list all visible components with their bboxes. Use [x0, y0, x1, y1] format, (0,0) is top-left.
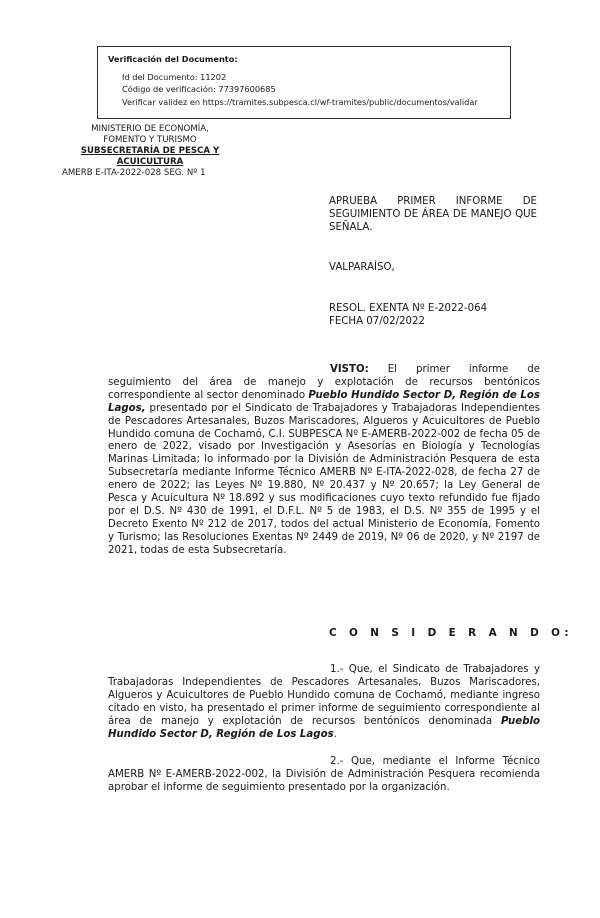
p1-text: 1.- Que, el Sindicato de Trabajadores y Trabajadoras Independientes de Pescadores Artesanales, Buzos Mariscadores, Algueros y Acuicultores de Pueblo Hundido comuna de Cochamó, mediante ingreso citado en visto, ha presentado el primer informe de seguimiento correspondiente al área de manejo y explotación de recursos bentónicos denominada [108, 664, 540, 727]
visto-area-name: Pueblo Hundido Sector D, Región de Los Lagos, [108, 389, 540, 414]
ministry-line-1: MINISTERIO DE ECONOMÍA, [91, 124, 209, 134]
resolution-subject: APRUEBA PRIMER INFORME DE SEGUIMIENTO DE ÁREA DE MANEJO QUE SEÑALA. [329, 196, 537, 233]
p1-area-name: Pueblo Hundido Sector D, Región de Los Lagos [108, 715, 540, 740]
verification-list [108, 71, 500, 109]
verification-title: Verificación del Documento: [108, 54, 238, 64]
considerando-paragraph-1 [108, 664, 540, 741]
subsecretaria-line-1: SUBSECRETARÍA DE PESCA Y [80, 146, 220, 156]
resolution-info [329, 303, 537, 329]
verification-box [97, 46, 511, 119]
city: VALPARAÍSO, [329, 262, 395, 273]
document-code: AMERB E-ITA-2022-028 SEG. Nº 1 [62, 168, 206, 178]
considerando-heading: C O N S I D E R A N D O: [329, 627, 573, 639]
visto-text-a: El primer informe de seguimiento del área de manejo y explotación de recursos bentónicos correspondiente al sector denominado [108, 364, 540, 401]
verification-url[interactable]: • Verificar validez en https://tramites.subpesca.cl/wf-tramites/public/documentos/validar [122, 96, 500, 109]
visto-text-b: presentado por el Sindicato de Trabajadores y Trabajadoras Independientes de Pescadores Artesanales, Buzos Mariscadores, Algueros y Acuicultores de Pueblo Hundido comuna de Cochamó, C.I. SUBPESCA Nº E-AMERB-2022-002 de fecha 05 de enero de 2022, visado por Investigación y Asesorías en Biología y Tecnologías Marinas Limitada; lo informado por la División de Administración Pesquera de esta Subsecretaría mediante Informe Técnico AMERB Nº E-ITA-2022-028, de fecha 27 de enero de 2022; las Leyes Nº 19.880, Nº 20.437 y Nº 20.657; la Ley General de Pesca y Acuicultura Nº 18.892 y sus modificaciones cuyo texto refundido fue fijado por el D.S. Nº 430 de 1991, el D.F.L. Nº 5 de 1983, el D.S. Nº 355 de 1995 y el Decreto Exento Nº 212 de 2017, todos del actual Ministerio de Economía, Fomento y Turismo; las Resoluciones Exentas Nº 2449 de 2019, Nº 06 de 2020, y Nº 2197 de 2021, todas de esta Subsecretaría. [108, 402, 540, 556]
p1-end: . [333, 728, 337, 740]
visto-paragraph [108, 364, 540, 558]
document-id: • Id del Documento: 11202 [122, 71, 500, 84]
ministry-header [50, 124, 250, 179]
verification-code: • Código de verificación: 77397600685 [122, 83, 500, 96]
subsecretaria-line-2: ACUICULTURA [116, 157, 184, 167]
resolution-number: RESOL. EXENTA Nº E-2022-064 [329, 303, 488, 314]
ministry-line-2: FOMENTO Y TURISMO [103, 135, 197, 145]
visto-label: VISTO: [330, 364, 369, 375]
considerando-paragraph-2: 2.- Que, mediante el Informe Técnico AMERB Nº E-AMERB-2022-002, la División de Administración Pesquera recomienda aprobar el informe de seguimiento presentado por la organización. [108, 756, 540, 793]
resolution-date: FECHA 07/02/2022 [329, 315, 425, 327]
